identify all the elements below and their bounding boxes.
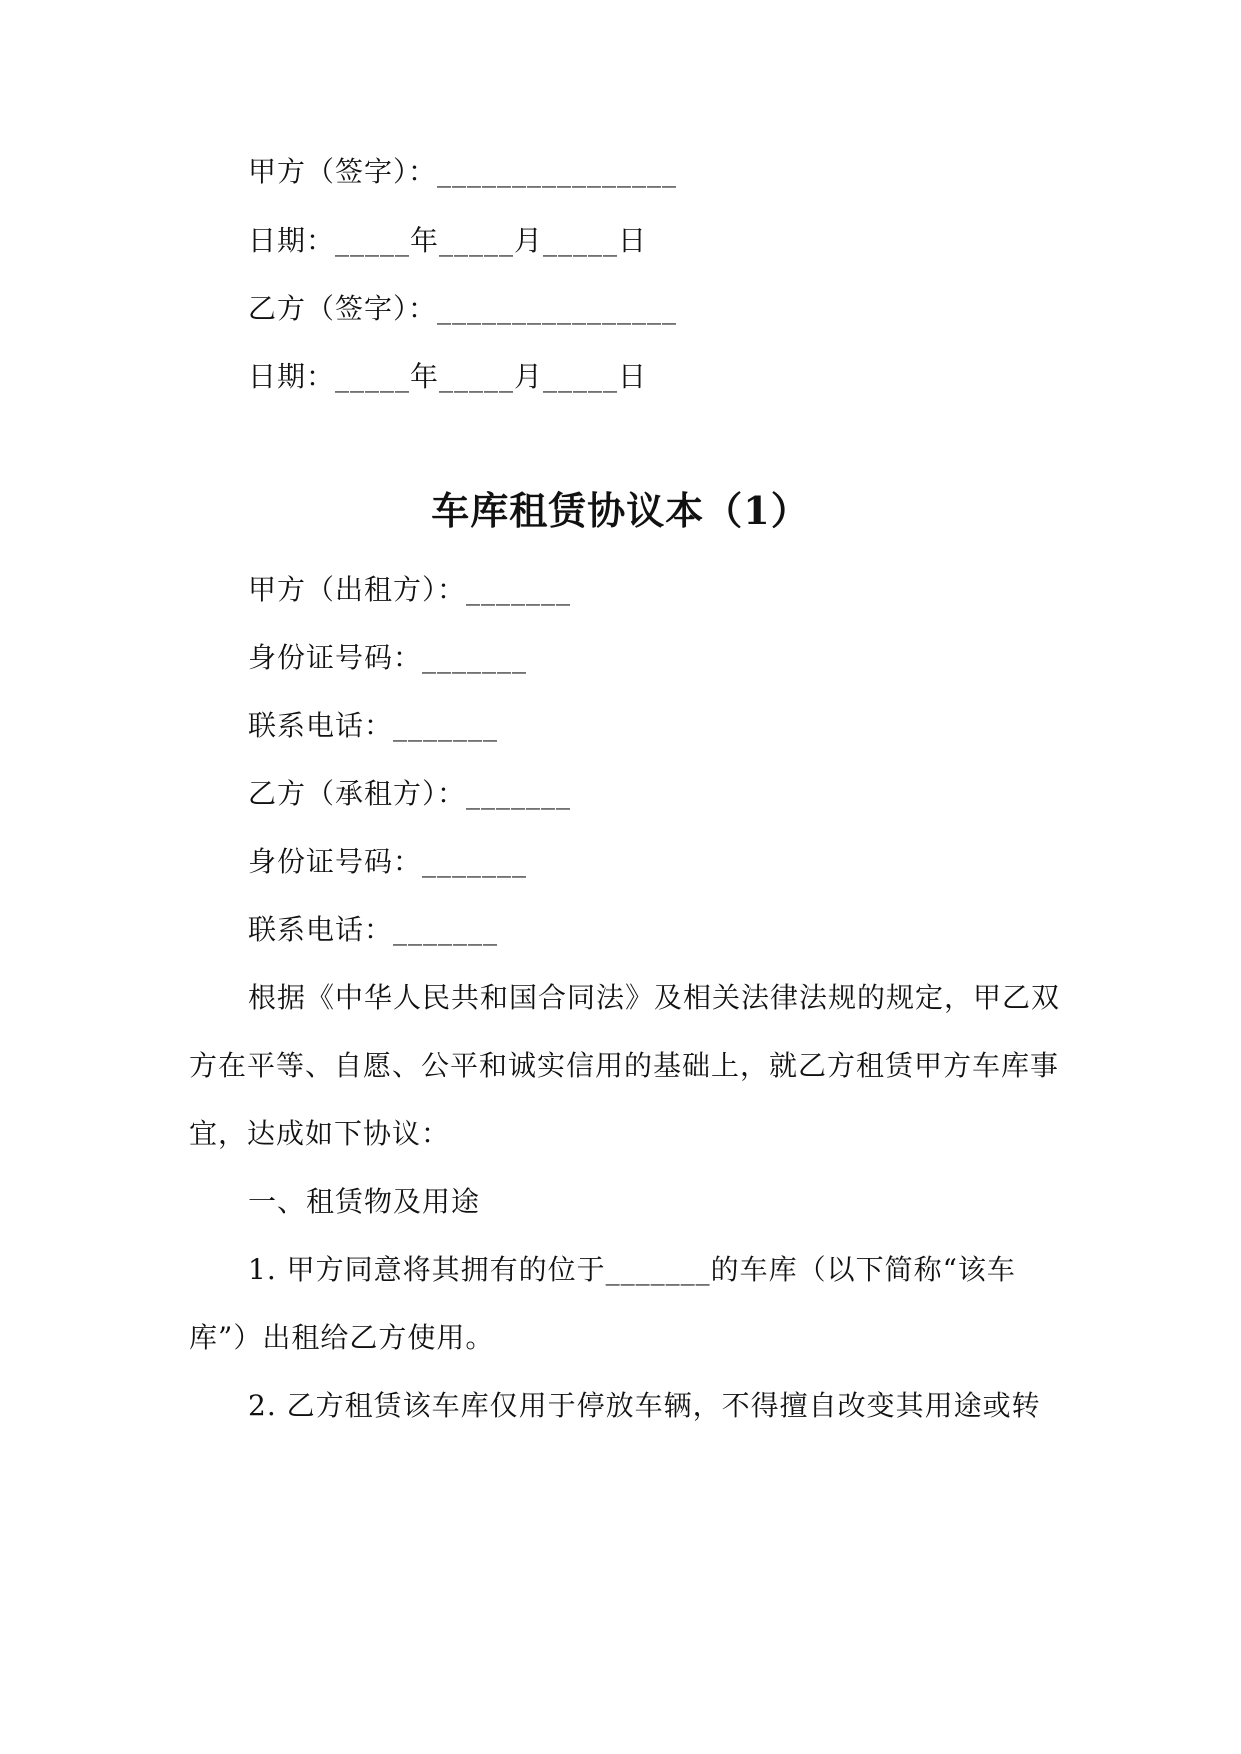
lessee-phone-line: 联系电话：_______ bbox=[248, 913, 499, 946]
lessor-id-line: 身份证号码：_______ bbox=[248, 641, 528, 674]
lessee-id-line: 身份证号码：_______ bbox=[248, 845, 528, 878]
lessor-line: 甲方（出租方）：_______ bbox=[248, 573, 572, 606]
party-b-signature-line: 乙方（签字）：________________ bbox=[248, 292, 678, 325]
lessor-phone-line: 联系电话：_______ bbox=[248, 709, 499, 742]
document-title: 车库租赁协议本（1） bbox=[431, 488, 810, 533]
party-b-date-line: 日期：_____年_____月_____日 bbox=[248, 360, 648, 393]
section-1-heading: 一、租赁物及用途 bbox=[248, 1185, 481, 1218]
item-1-line-2: 库”）出租给乙方使用。 bbox=[189, 1321, 495, 1354]
item-1-line-1: 1. 甲方同意将其拥有的位于_______的车库（以下简称“该车 bbox=[248, 1253, 1016, 1286]
item-2-line-1: 2. 乙方租赁该车库仅用于停放车辆，不得擅自改变其用途或转 bbox=[248, 1389, 1041, 1422]
preamble-line-2: 方在平等、自愿、公平和诚实信用的基础上，就乙方租赁甲方车库事 bbox=[189, 1049, 1060, 1082]
party-a-signature-line: 甲方（签字）：________________ bbox=[248, 155, 678, 188]
party-a-date-line: 日期：_____年_____月_____日 bbox=[248, 224, 648, 257]
lessee-line: 乙方（承租方）：_______ bbox=[248, 777, 572, 810]
preamble-line-3: 宜，达成如下协议： bbox=[189, 1117, 451, 1150]
preamble-line-1: 根据《中华人民共和国合同法》及相关法律法规的规定，甲乙双 bbox=[248, 981, 1061, 1014]
